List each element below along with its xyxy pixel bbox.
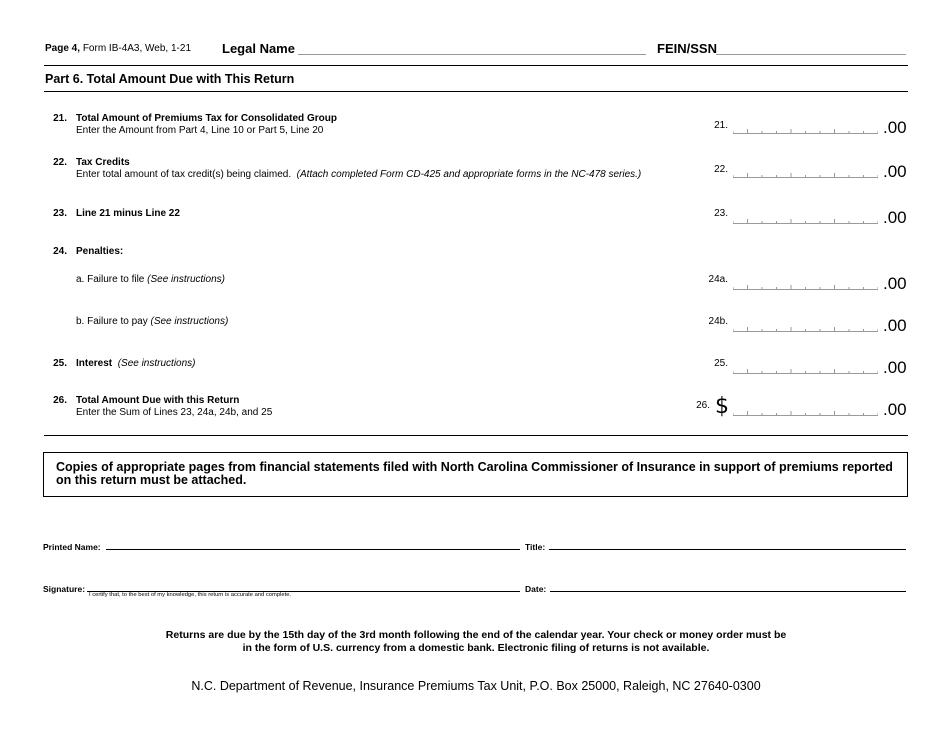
line-title: Total Amount of Premiums Tax for Consolidated Group (76, 113, 337, 124)
line-number: 22. (53, 157, 67, 168)
digit-comb-icon (733, 367, 878, 375)
cents-label: .00 (883, 162, 907, 181)
amount-label: 23. (714, 208, 728, 219)
line-title: Line 21 minus Line 22 (76, 208, 180, 219)
mailing-address: N.C. Department of Revenue, Insurance Premiums Tax Unit, P.O. Box 25000, Raleigh, NC 27640-0300 (191, 679, 761, 693)
legal-name-field[interactable] (298, 54, 646, 55)
dollar-sign: $ (715, 394, 729, 419)
line-title: Tax Credits (76, 157, 130, 168)
line-title: Interest (See instructions) (76, 358, 196, 369)
part-title: Part 6. Total Amount Due with This Return (45, 72, 295, 86)
line-21-amount-field[interactable] (733, 122, 878, 140)
form-id: Form IB-4A3, Web, 1-21 (82, 43, 192, 54)
title-label: Title: (525, 542, 546, 552)
cents-label: .00 (883, 274, 907, 293)
line-description: Enter total amount of tax credit(s) being claimed. (Attach completed Form CD-425 and appropriate forms in the NC-478 series.) (76, 169, 642, 180)
divider (44, 91, 908, 92)
divider (44, 65, 908, 66)
line-description: b. Failure to pay (See instructions) (76, 316, 229, 327)
cents-label: .00 (883, 358, 907, 377)
line-description: Enter the Sum of Lines 23, 24a, 24b, and 25 (76, 407, 273, 418)
line-number: 21. (53, 113, 67, 124)
printed-name-label: Printed Name: (43, 542, 101, 552)
fein-ssn-label: FEIN/SSN (657, 41, 717, 56)
digit-comb-icon (733, 283, 878, 291)
line-24a-amount-field[interactable] (733, 278, 878, 296)
certification-text: I certify that, to the best of my knowledge, this return is accurate and complete. (89, 592, 292, 598)
cents-label: .00 (883, 400, 907, 419)
divider (44, 435, 908, 436)
amount-label: 22. (714, 164, 728, 175)
line-title: Penalties: (76, 246, 124, 257)
amount-label: 24a. (708, 274, 728, 285)
amount-label: 24b. (708, 316, 728, 327)
line-description: a. Failure to file (See instructions) (76, 274, 225, 285)
cents-label: .00 (883, 208, 907, 227)
digit-comb-icon (733, 171, 878, 179)
digit-comb-icon (733, 325, 878, 333)
digit-comb-icon (733, 217, 878, 225)
line-number: 24. (53, 246, 67, 257)
amount-label: 21. (714, 120, 728, 131)
due-date-note: Returns are due by the 15th day of the 3rd month following the end of the calendar year. Your check or money order must be in the form of U.S. currency from a domestic bank. Electronic filing of returns is not available. (165, 629, 787, 654)
date-field[interactable] (550, 591, 906, 592)
line-title: Total Amount Due with this Return (76, 395, 240, 406)
digit-comb-icon (733, 127, 878, 135)
signature-label: Signature: (43, 584, 86, 594)
line-25-amount-field[interactable] (733, 362, 878, 380)
printed-name-field[interactable] (106, 549, 520, 550)
attachment-notice: Copies of appropriate pages from financial statements filed with North Carolina Commissioner of Insurance in support of premiums reported on this return must be attached. (43, 452, 908, 497)
date-label: Date: (525, 584, 547, 594)
amount-label: 25. (714, 358, 728, 369)
line-23-amount-field[interactable] (733, 212, 878, 230)
line-22-amount-field[interactable] (733, 166, 878, 184)
cents-label: .00 (883, 316, 907, 335)
page-number: Page 4, (45, 43, 81, 54)
title-field[interactable] (549, 549, 906, 550)
fein-ssn-field[interactable] (716, 54, 906, 55)
line-number: 25. (53, 358, 67, 369)
amount-label: 26. (696, 400, 710, 411)
line-description: Enter the Amount from Part 4, Line 10 or Part 5, Line 20 (76, 125, 324, 136)
line-26-amount-field[interactable] (733, 404, 878, 422)
line-24b-amount-field[interactable] (733, 320, 878, 338)
line-number: 23. (53, 208, 67, 219)
digit-comb-icon (733, 409, 878, 417)
cents-label: .00 (883, 118, 907, 137)
legal-name-label: Legal Name (222, 41, 295, 56)
line-number: 26. (53, 395, 67, 406)
page-form-id (45, 43, 191, 54)
